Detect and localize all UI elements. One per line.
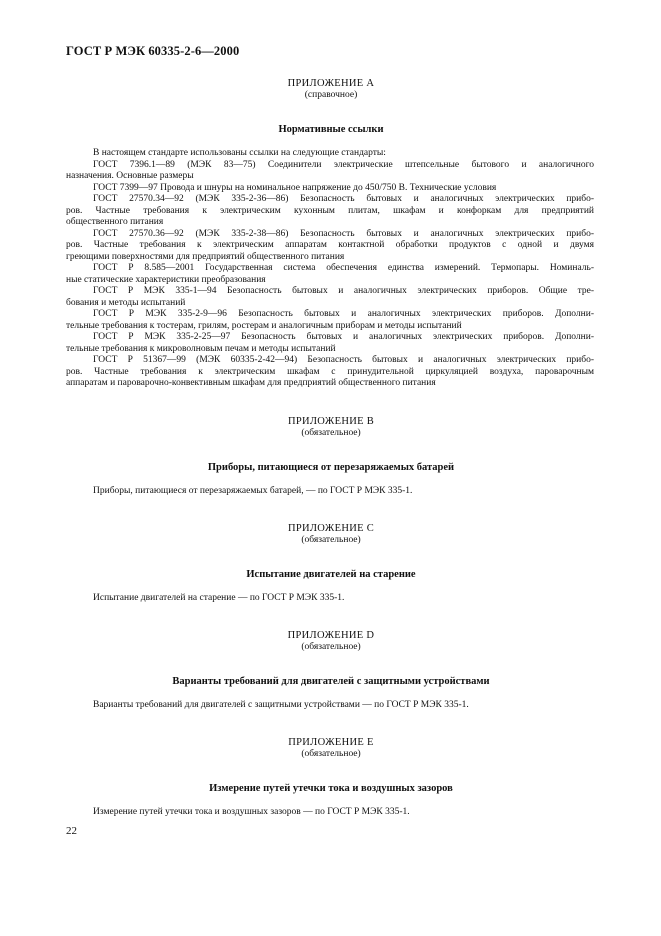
reference-line: бования и методы испытаний [66,297,186,308]
page-number: 22 [66,825,77,837]
appendix-a-status: (справочное) [304,90,358,100]
appendix-e-title: ПРИЛОЖЕНИЕ Е [288,737,374,748]
appendix-c-title: ПРИЛОЖЕНИЕ С [287,523,375,534]
reference-line: ные статические характеристики преобразования [66,274,266,285]
appendix-a-title: ПРИЛОЖЕНИЕ А [287,78,375,89]
reference-line: ГОСТ 27570.36—92 (МЭК 335-2-38—86) Безопасность бытовых и аналогичных электрических прибо- [93,228,594,239]
reference-line: тельные требования к микроволновым печам и методы испытаний [66,343,336,354]
reference-line: ГОСТ 7399—97 Провода и шнуры на номинальное напряжение до 450/750 В. Технические условия [93,182,497,193]
reference-line: ров. Частные требования к электрическим кухонным плитам, шкафам и конфоркам для предприятий [66,205,594,216]
appendix-e-status: (обязательное) [301,749,361,759]
appendix-e-heading: Измерение путей утечки тока и воздушных зазоров [209,783,453,794]
reference-line: ГОСТ Р 51367—99 (МЭК 60335-2-42—94) Безопасность бытовых и аналогичных электрических прибо- [93,355,594,365]
appendix-b-text: Приборы, питающиеся от перезаряжаемых батарей, — по ГОСТ Р МЭК 335-1. [93,486,413,496]
appendix-c-heading: Испытание двигателей на старение [246,569,416,580]
reference-line: ров. Частные требования к электрическим шкафам с принудительной циркуляцией воздуха, пароварочным [66,366,594,377]
appendix-d-status: (обязательное) [301,642,361,652]
appendix-c-status: (обязательное) [301,535,361,545]
reference-line: ров. Частные требования к электрическим аппаратам контактной обработки продуктов с одной и двумя [66,240,594,250]
document-header: ГОСТ Р МЭК 60335-2-6—2000 [66,44,240,58]
appendix-d-heading: Варианты требований для двигателей с защитными устройствами [172,676,490,687]
reference-line: ГОСТ Р 8.585—2001 Государственная система обеспечения единства измерений. Термопары. Номиналь- [93,263,594,273]
reference-line: аппаратам и пароварочно-конвективным шкафам для предприятий общественного питания [66,378,436,388]
appendix-e-text: Измерение путей утечки тока и воздушных зазоров — по ГОСТ Р МЭК 335-1. [93,807,410,817]
normative-references [66,148,594,390]
reference-line: назначения. Основные размеры [66,171,194,181]
reference-line: ГОСТ 27570.34—92 (МЭК 335-2-36—86) Безопасность бытовых и аналогичных электрических прибо- [93,194,594,204]
appendix-a-heading: Нормативные ссылки [278,124,384,135]
reference-line: тельные требования к тостерам, грилям, ростерам и аналогичным приборам и методы испытаний [66,320,462,331]
reference-line: ГОСТ 7396.1—89 (МЭК 83—75) Соединители электрические штепсельные бытового и аналогичного [93,159,594,170]
reference-line: ГОСТ Р МЭК 335-2-25—97 Безопасность бытовых и аналогичных электрических приборов. Дополни- [93,332,594,342]
appendix-d-text: Варианты требований для двигателей с защитными устройствами — по ГОСТ Р МЭК 335-1. [93,700,469,710]
reference-line: общественного питания [66,217,164,227]
appendix-b-title: ПРИЛОЖЕНИЕ В [287,416,375,427]
reference-line: В настоящем стандарте использованы ссылки на следующие стандарты: [93,148,386,158]
reference-line: ГОСТ Р МЭК 335-2-9—96 Безопасность бытовых и аналогичных электрических приборов. Дополни- [93,309,594,319]
appendix-b-heading: Приборы, питающиеся от перезаряжаемых батарей [207,462,455,473]
appendix-b-status: (обязательное) [301,428,361,438]
reference-line: греющими поверхностями для предприятий общественного питания [66,251,345,262]
appendix-c-text: Испытание двигателей на старение — по ГОСТ Р МЭК 335-1. [93,593,345,603]
reference-line: ГОСТ Р МЭК 335-1—94 Безопасность бытовых и аналогичных электрических приборов. Общие тре- [93,286,594,296]
appendix-d-title: ПРИЛОЖЕНИЕ D [287,630,375,641]
